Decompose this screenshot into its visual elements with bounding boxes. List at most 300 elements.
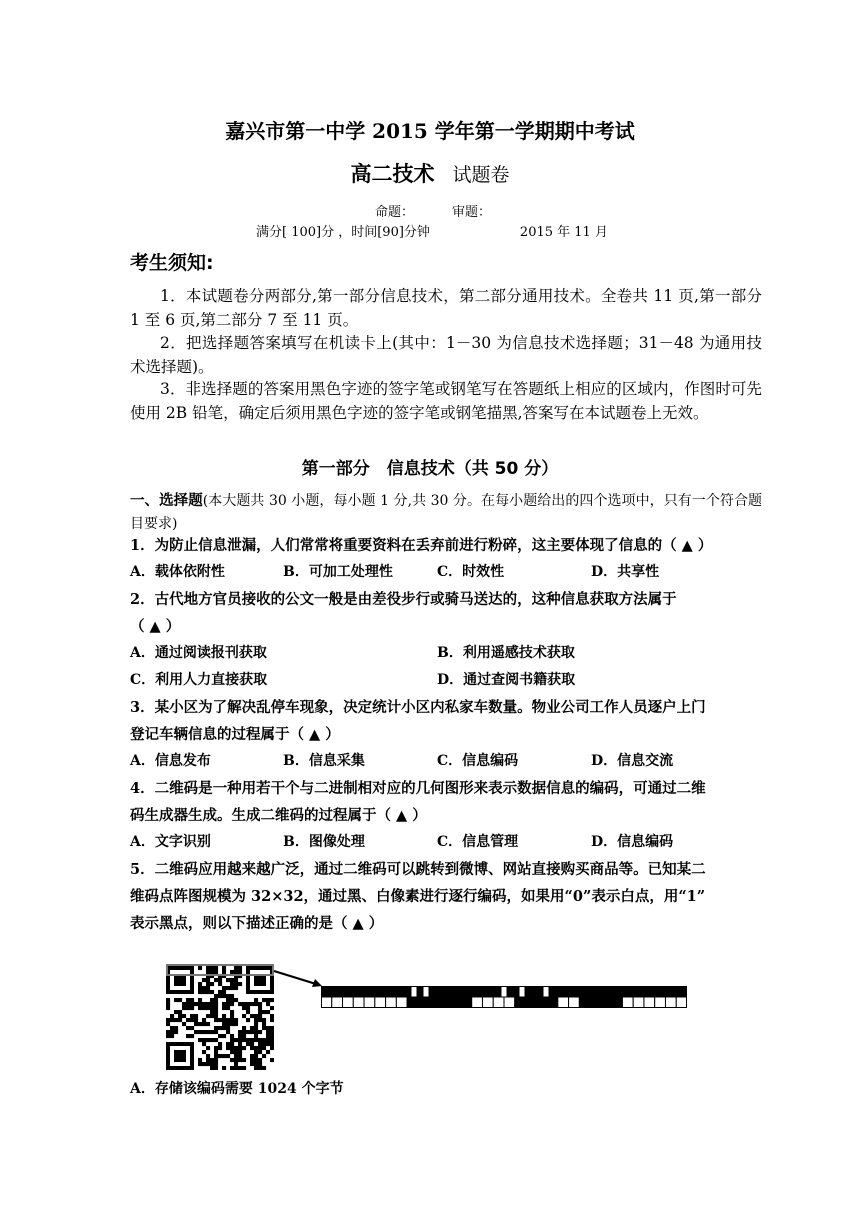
qr-module [254,1030,258,1034]
qr-module [210,1030,214,1034]
qr-module [190,1006,194,1010]
question-5-stem-line-3: 表示黑点，则以下描述正确的是（ ▲ ） [130,915,384,932]
qr-module [246,1038,250,1042]
qr-module [182,1014,186,1018]
question-4-stem-line-2: 码生成器生成。生成二维码的过程属于（ ▲ ） [130,807,427,824]
strip-cell [590,997,601,1008]
qr-module [238,1058,242,1062]
qr-module [190,1002,194,1006]
qr-module [234,998,238,1002]
strip-cell [343,997,354,1008]
qr-row-bit-strip [321,986,687,1008]
qr-module [218,1026,222,1030]
qr-module [166,1018,170,1022]
qr-module [190,1026,194,1030]
qr-module [182,1006,186,1010]
qr-module [262,1046,266,1050]
qr-module [210,982,214,986]
q3-option-d: D．信息交流 [591,753,674,769]
qr-module [186,1018,190,1022]
qr-module [218,1054,222,1058]
qr-module [254,1022,258,1026]
qr-module [234,1046,238,1050]
notice-item-2: 2．把选择题答案填写在机读卡上(其中：1－30 为信息技术选择题；31－48 为通用技术选择题)。 [130,334,762,376]
qr-module [238,1030,242,1034]
qr-module [174,1018,178,1022]
question-4-stem-line-1: 4．二维码是一种用若干个与二进制相对应的几何图形来表示数据信息的编码，可通过二维 [130,780,706,797]
qr-module [218,978,222,982]
paper-type: 试题卷 [452,164,510,186]
qr-module [262,1066,266,1070]
strip-cell [519,986,525,997]
strip-cell [655,997,666,1008]
q2-option-c: C．利用人力直接获取 [130,672,268,688]
strip-cell [501,986,507,997]
strip-cell [543,986,549,997]
qr-module [250,1046,254,1050]
qr-module [194,1014,198,1018]
strip-cell [569,997,580,1008]
strip-cell [386,997,397,1008]
strip-cell [665,997,676,1008]
qr-module [254,1026,258,1030]
qr-module [242,1030,246,1034]
qr-module [206,1014,210,1018]
qr-module [210,1038,214,1042]
qr-module [258,1030,262,1034]
qr-module [226,1002,230,1006]
qr-module [234,1066,238,1070]
qr-module [254,1046,258,1050]
qr-module [230,1010,234,1014]
qr-module [270,1006,274,1010]
strip-cell [493,997,504,1008]
qr-module [174,1030,178,1034]
qr-module [210,1006,214,1010]
qr-module [206,1058,210,1062]
qr-module [254,1018,258,1022]
qr-module [234,982,238,986]
qr-module [214,1002,218,1006]
qr-module [170,1026,174,1030]
qr-module [246,1042,250,1046]
qr-module [270,1042,274,1046]
strip-cell [579,997,590,1008]
qr-module [194,1018,198,1022]
qr-module [234,1058,238,1062]
qr-module [230,1034,234,1038]
qr-module [214,1046,218,1050]
arrow-icon [272,962,324,992]
qr-module [206,1006,210,1010]
subject-name: 高二技术 [350,162,435,186]
qr-module [202,1050,206,1054]
qr-module [258,1058,262,1062]
qr-module [198,1062,202,1066]
strip-cell [612,997,623,1008]
qr-module [246,1002,250,1006]
qr-module [242,1058,246,1062]
strip-cell [429,997,440,1008]
qr-module [258,1066,262,1070]
qr-module [270,1030,274,1034]
qr-module [234,1062,238,1066]
qr-module [214,1058,218,1062]
qr-module [266,1050,270,1054]
qr-module [270,1058,274,1062]
qr-module [214,1010,218,1014]
qr-module [266,1030,270,1034]
qr-module [270,1014,274,1018]
qr-module [222,1054,226,1058]
qr-module [250,1038,254,1042]
question-3-stem-line-1: 3．某小区为了解决乱停车现象，决定统计小区内私家车数量。物业公司工作人员逐户上门 [130,699,706,716]
qr-module [270,1018,274,1022]
q4-option-d: D．信息编码 [591,834,674,850]
qr-module [226,1054,230,1058]
question-2-stem-line-2: （ ▲ ） [130,618,181,635]
qr-module [202,1006,206,1010]
qr-module [198,1006,202,1010]
qr-module [210,990,214,994]
strip-cell [633,997,644,1008]
qr-module [230,1050,234,1054]
qr-module [206,978,210,982]
qr-module [246,1010,250,1014]
question-5-stem-line-1: 5．二维码应用越来越广泛，通过二维码可以跳转到微博、网站直接购买商品等。已知某二 [130,861,706,878]
q1-option-b: B．可加工处理性 [283,564,393,580]
qr-module [178,1018,182,1022]
qr-module [222,1034,226,1038]
qr-module [198,990,202,994]
qr-module [258,1014,262,1018]
qr-module [198,1022,202,1026]
qr-module [214,1054,218,1058]
qr-module [178,1010,182,1014]
qr-module [226,1006,230,1010]
qr-module [262,998,266,1002]
qr-module [210,1002,214,1006]
qr-module [206,1030,210,1034]
strip-cell [353,997,364,1008]
section-label: 一、选择题 [130,493,203,509]
qr-module [234,1050,238,1054]
qr-module [250,1030,254,1034]
qr-module [202,990,206,994]
qr-module [266,1038,270,1042]
q4-option-b: B．图像处理 [283,834,365,850]
strip-cell [396,997,407,1008]
q3-option-a: A．信息发布 [130,753,211,769]
strip-cell [375,997,386,1008]
strip-cell [601,997,612,1008]
qr-module [230,1042,234,1046]
qr-module [254,1050,258,1054]
qr-module [230,994,234,998]
qr-module [214,1050,218,1054]
qr-module [258,1050,262,1054]
qr-module [230,1058,234,1062]
qr-module [230,978,234,982]
qr-module [198,1058,202,1062]
qr-module [270,1026,274,1030]
qr-module [266,1010,270,1014]
qr-module [206,1038,210,1042]
strip-cell [644,997,655,1008]
qr-module [266,1034,270,1038]
qr-module [258,1042,262,1046]
qr-module [186,998,190,1002]
qr-module [194,1022,198,1026]
qr-module [238,1054,242,1058]
qr-module [222,1018,226,1022]
qr-module [214,994,218,998]
qr-module [190,1014,194,1018]
qr-module [250,1042,254,1046]
exam-date: 2015 年 11 月 [519,225,608,240]
qr-module [202,986,206,990]
qr-module [226,998,230,1002]
qr-module [222,1026,226,1030]
strip-cell [622,997,633,1008]
strip-cell [411,986,417,997]
qr-module [210,1010,214,1014]
q2-option-a: A．通过阅读报刊获取 [130,645,267,661]
qr-module [210,1014,214,1018]
qr-module [254,1062,258,1066]
strip-cell [439,997,450,1008]
qr-module [210,998,214,1002]
strip-cell [423,986,429,997]
strip-cell [418,997,429,1008]
part-heading: 第一部分 信息技术（共 50 分） [301,459,559,479]
qr-module [226,994,230,998]
qr-module [214,1030,218,1034]
qr-module [254,998,258,1002]
qr-module [262,1038,266,1042]
qr-module [226,1042,230,1046]
qr-module [270,1046,274,1050]
qr-module [194,1030,198,1034]
qr-module [210,1058,214,1062]
qr-module [262,1022,266,1026]
qr-module [186,1002,190,1006]
qr-module [190,1034,194,1038]
qr-module [166,1006,170,1010]
qr-module [270,998,274,1002]
qr-module [206,982,210,986]
qr-finder-pattern [174,1050,186,1062]
strip-cell [482,997,493,1008]
qr-module [206,1054,210,1058]
proposer-label: 命题： [375,205,415,220]
qr-module [202,1038,206,1042]
qr-module [254,1066,258,1070]
qr-module [170,1018,174,1022]
qr-module [182,1022,186,1026]
strip-cell [461,997,472,1008]
question-2-stem-line-1: 2．古代地方官员接收的公文一般是由差役步行或骑马送达的，这种信息获取方法属于 [130,591,677,608]
qr-module [170,1034,174,1038]
qr-module [210,1066,214,1070]
section-note: (本大题共 30 小题，每小题 1 分,共 30 分。在每小题给出的四个选项中，只有一个符合题目要求) [130,493,763,532]
qr-module [230,986,234,990]
qr-module [258,1006,262,1010]
qr-module [218,994,222,998]
qr-module [242,1034,246,1038]
qr-module [238,1034,242,1038]
qr-module [242,1046,246,1050]
qr-module [238,1066,242,1070]
strip-cell [526,997,537,1008]
qr-module [222,990,226,994]
qr-module [222,1022,226,1026]
question-5-stem-line-2: 维码点阵图规模为 32×32，通过黑、白像素进行逐行编码，如果用“0”表示白点，用“1” [130,888,706,905]
qr-module [210,1062,214,1066]
qr-module [254,1034,258,1038]
qr-module [214,1066,218,1070]
qr-module [202,1022,206,1026]
qr-module [250,1054,254,1058]
q1-option-c: C．时效性 [437,564,505,580]
strip-cell [536,997,547,1008]
section-heading [130,490,762,536]
qr-module [230,982,234,986]
strip-cell [558,997,569,1008]
q2-option-d: D．通过查阅书籍获取 [437,672,576,688]
score-time: 满分[ 100]分 ，时间[90]分钟 [256,225,430,240]
qr-module [166,1034,170,1038]
qr-module [214,998,218,1002]
qr-module [258,1010,262,1014]
qr-module [202,1002,206,1006]
qr-module [202,978,206,982]
qr-module [186,1026,190,1030]
qr-module [166,1002,170,1006]
qr-module [222,986,226,990]
qr-module [262,1018,266,1022]
qr-module [214,1014,218,1018]
qr-module [198,1038,202,1042]
qr-module [250,1014,254,1018]
strip-cell [515,997,526,1008]
q4-option-c: C．信息管理 [437,834,519,850]
score-time-line [256,221,608,240]
qr-module [238,1042,242,1046]
question-1-stem: 1．为防止信息泄漏，人们常常将重要资料在丢弃前进行粉碎，这主要体现了信息的（ ▲ ） [130,537,713,554]
notice-item-1: 1．本试题卷分两部分,第一部分信息技术，第二部分通用技术。全卷共 11 页,第一部分 1 至 6 页,第二部分 7 至 11 页。 [130,287,762,329]
qr-module [258,1002,262,1006]
qr-module [234,986,238,990]
q2-option-b: B．利用遥感技术获取 [437,645,575,661]
notice-item-3: 3．非选择题的答案用黑色字迹的签字笔或钢笔写在答题纸上相应的区域内，作图时可先使用 2B 铅笔，确定后须用黑色字迹的签字笔或钢笔描黑,答案写在本试题卷上无效。 [130,380,762,422]
q3-option-b: B．信息采集 [283,753,365,769]
qr-module [166,998,170,1002]
qr-module [250,1026,254,1030]
notice-heading: 考生须知: [130,252,214,274]
qr-module [230,1002,234,1006]
qr-module [206,1062,210,1066]
qr-module [242,1066,246,1070]
qr-module [206,986,210,990]
qr-module [266,1026,270,1030]
qr-module [234,1018,238,1022]
qr-module [258,1046,262,1050]
qr-module [226,1030,230,1034]
qr-module [178,998,182,1002]
qr-module [226,1022,230,1026]
qr-module [226,978,230,982]
qr-module [198,998,202,1002]
qr-module [166,1030,170,1034]
q3-option-c: C．信息编码 [437,753,519,769]
qr-module [246,1018,250,1022]
qr-module [238,1046,242,1050]
qr-module [262,1010,266,1014]
qr-module [266,1002,270,1006]
qr-module [238,982,242,986]
qr-module [246,1006,250,1010]
qr-module [226,1046,230,1050]
qr-module [194,1002,198,1006]
qr-module [218,1018,222,1022]
strip-cell [407,997,418,1008]
qr-module [190,998,194,1002]
qr-module [226,986,230,990]
qr-module [262,1026,266,1030]
exam-subtitle [0,158,860,188]
qr-module [242,1038,246,1042]
qr-module [174,1010,178,1014]
qr-module [214,978,218,982]
qr-code-image [166,966,274,1070]
qr-module [234,1022,238,1026]
qr-module [262,1054,266,1058]
qr-module [266,1042,270,1046]
question-3-stem-line-2: 登记车辆信息的过程属于（ ▲ ） [130,726,340,743]
qr-module [202,1062,206,1066]
strip-cell [472,997,483,1008]
qr-module [214,1006,218,1010]
qr-module [198,982,202,986]
strip-cell [332,997,343,1008]
qr-module [230,1038,234,1042]
qr-module [174,998,178,1002]
qr-module [230,1018,234,1022]
qr-module [222,1066,226,1070]
qr-module [234,978,238,982]
qr-module [230,1022,234,1026]
qr-module [242,1006,246,1010]
qr-module [182,1002,186,1006]
qr-module [218,990,222,994]
qr-module [254,1038,258,1042]
qr-module [250,1062,254,1066]
qr-module [270,1038,274,1042]
qr-module [242,1026,246,1030]
qr-module [254,1014,258,1018]
qr-module [198,986,202,990]
qr-module [266,998,270,1002]
q1-option-d: D．共享性 [591,564,660,580]
qr-first-row-highlight [166,964,274,976]
reviewer-label: 审题： [452,205,492,220]
qr-module [222,1002,226,1006]
qr-module [270,1034,274,1038]
qr-module [198,1002,202,1006]
qr-module [198,1030,202,1034]
qr-module [214,1062,218,1066]
